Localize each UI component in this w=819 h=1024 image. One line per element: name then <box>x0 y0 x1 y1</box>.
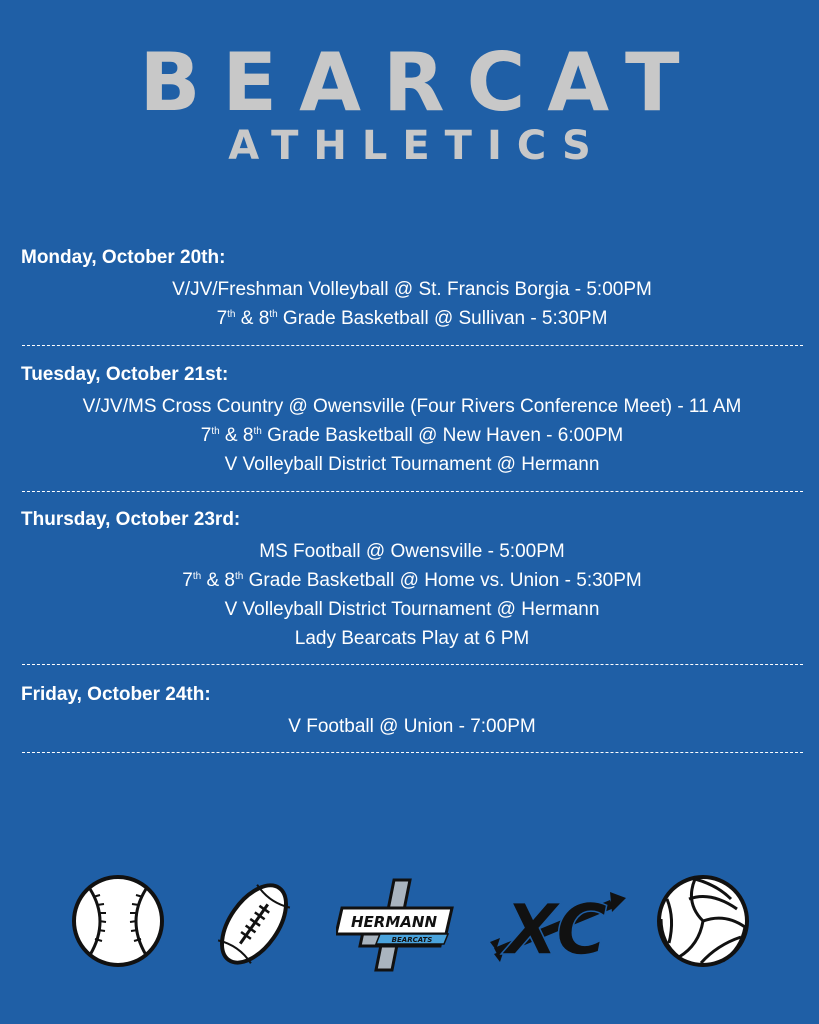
xc-text: XC <box>504 889 608 970</box>
day-label: Tuesday, October 21st: <box>21 364 229 385</box>
logo-text-hermann: HERMANN <box>351 913 437 931</box>
day-thursday <box>21 508 803 653</box>
title: BEARCAT <box>139 36 702 129</box>
volleyball-icon <box>655 873 751 969</box>
day-label: Monday, October 20th: <box>21 247 226 268</box>
day-label: Friday, October 24th: <box>21 684 211 705</box>
event: V Football @ Union - 7:00PM <box>288 716 536 737</box>
cross-country-logo <box>490 880 630 970</box>
divider <box>22 664 803 665</box>
divider <box>22 345 803 346</box>
event: V Volleyball District Tournament @ Hermann <box>224 599 600 620</box>
event: V/JV/MS Cross Country @ Owensville (Four Rivers Conference Meet) - 11 AM <box>82 396 742 417</box>
logo-text-bearcats: BEARCATS <box>391 936 433 944</box>
event: 7th & 8th Grade Basketball @ Sullivan - 5:30PM <box>216 308 608 329</box>
subtitle: ATHLETICS <box>228 123 606 169</box>
sports-icons-row <box>0 870 819 975</box>
event: V Volleyball District Tournament @ Hermann <box>224 454 600 475</box>
football-icon <box>212 878 296 970</box>
event: Lady Bearcats Play at 6 PM <box>294 628 530 649</box>
day-friday <box>21 683 803 741</box>
divider <box>22 752 803 753</box>
event: MS Football @ Owensville - 5:00PM <box>259 541 565 562</box>
day-monday <box>21 246 803 333</box>
event: V/JV/Freshman Volleyball @ St. Francis Borgia - 5:00PM <box>172 279 652 300</box>
divider <box>22 491 803 492</box>
baseball-icon <box>70 873 166 969</box>
day-label: Thursday, October 23rd: <box>21 509 241 530</box>
event: 7th & 8th Grade Basketball @ New Haven - 6:00PM <box>200 425 624 446</box>
hermann-bearcats-logo <box>336 878 456 972</box>
event: 7th & 8th Grade Basketball @ Home vs. Union - 5:30PM <box>182 570 642 591</box>
day-tuesday <box>21 363 803 479</box>
